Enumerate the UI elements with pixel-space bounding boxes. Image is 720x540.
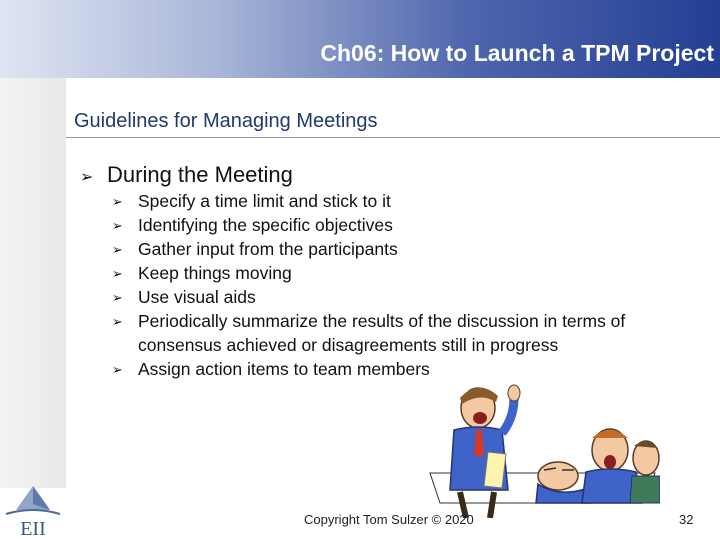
bullet-arrow-icon: ➢ bbox=[112, 242, 123, 257]
sub-bullet-list bbox=[112, 189, 712, 381]
sub-bullet-item bbox=[112, 237, 712, 261]
bullet-arrow-icon: ➢ bbox=[112, 194, 123, 209]
sub-bullet-item bbox=[112, 213, 712, 237]
sub-bullet-text: Gather input from the participants bbox=[138, 239, 398, 259]
bullet-arrow-icon: ➢ bbox=[112, 362, 123, 377]
sub-bullet-text: Keep things moving bbox=[138, 263, 292, 283]
sub-bullet-text: Use visual aids bbox=[138, 287, 256, 307]
sub-bullet-item bbox=[112, 189, 712, 213]
copyright-footer: Copyright Tom Sulzer © 2020 bbox=[304, 512, 474, 527]
bullet-arrow-icon: ➢ bbox=[112, 290, 123, 305]
sub-bullet-text: Identifying the specific objectives bbox=[138, 215, 393, 235]
bullet-arrow-icon: ➢ bbox=[112, 314, 123, 329]
slide-subtitle: Guidelines for Managing Meetings bbox=[74, 110, 378, 132]
page-number: 32 bbox=[679, 512, 694, 527]
bullet-arrow-icon: ➢ bbox=[112, 218, 123, 233]
main-bullet-text: During the Meeting bbox=[107, 162, 293, 187]
sub-bullet-text: Periodically summarize the results of the discussion in terms of consensus achieved or disagreements still in progress bbox=[138, 311, 626, 355]
sub-bullet-item bbox=[112, 261, 712, 285]
sub-bullet-text: Assign action items to team members bbox=[138, 359, 430, 379]
title-bar bbox=[0, 0, 720, 78]
sub-bullet-item bbox=[112, 309, 712, 357]
bullet-arrow-icon: ➢ bbox=[80, 169, 94, 186]
eii-logo-icon bbox=[0, 484, 66, 540]
sub-bullet-item bbox=[112, 285, 712, 309]
left-sidebar-strip bbox=[0, 78, 66, 488]
slide-title: Ch06: How to Launch a TPM Project bbox=[320, 40, 714, 66]
subtitle-divider bbox=[66, 137, 720, 138]
bullet-arrow-icon: ➢ bbox=[112, 266, 123, 281]
sub-bullet-text: Specify a time limit and stick to it bbox=[138, 191, 391, 211]
logo-text: EII bbox=[20, 518, 46, 540]
meeting-cartoon-icon bbox=[410, 378, 660, 518]
